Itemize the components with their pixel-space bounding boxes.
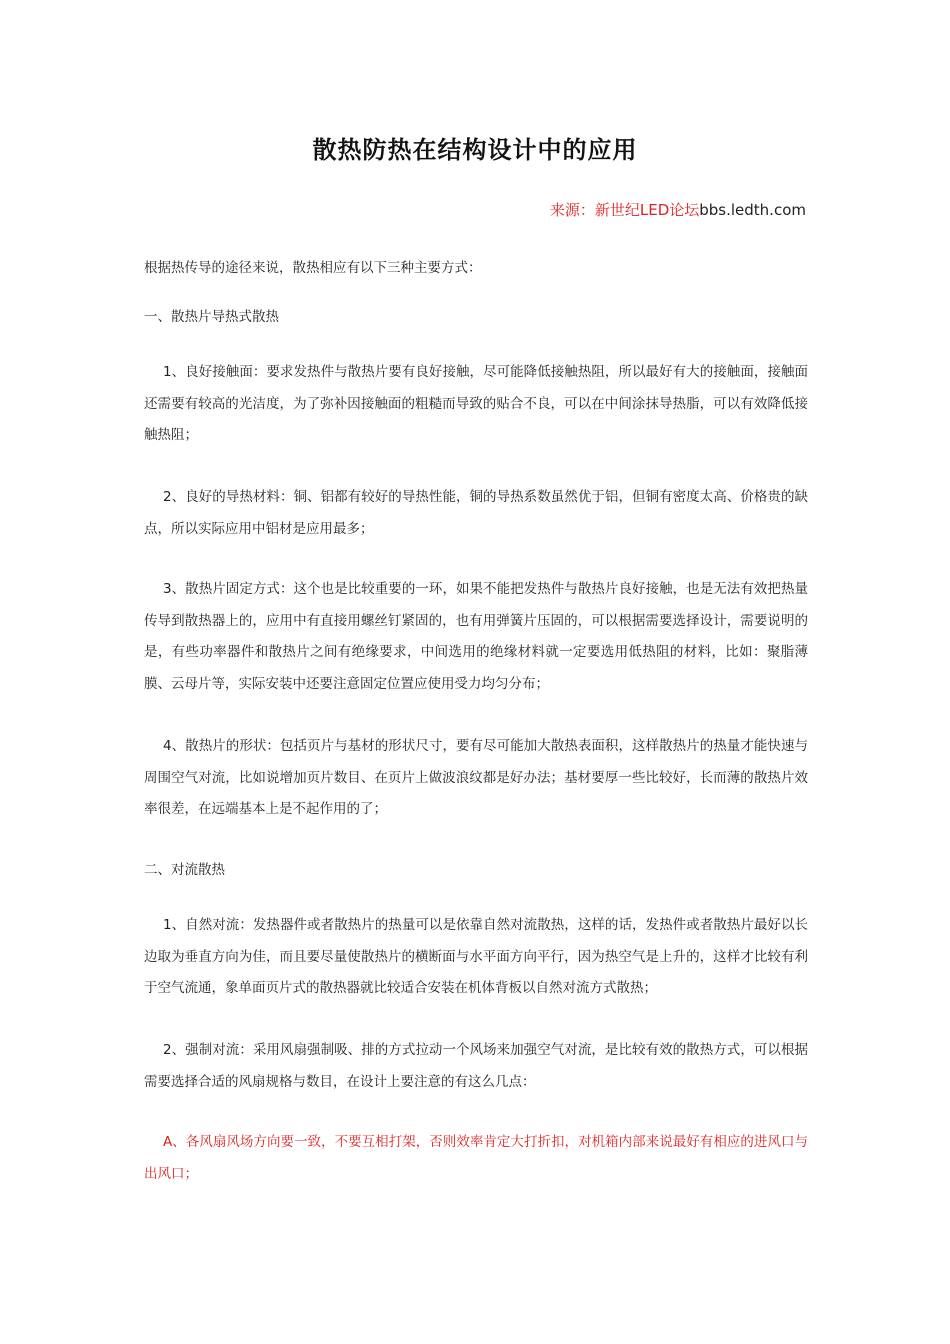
section-heading-2: 二、对流散热	[144, 862, 225, 878]
paragraph-contact-surface: 1、良好接触面：要求发热件与散热片要有良好接触，尽可能降低接触热阻，所以最好有大的接触面，接触面还需要有较高的光洁度，为了弥补因接触面的粗糙而导致的贴合不良，可以在中间涂抹导热脂，可以有效降低接触热阻；	[144, 364, 808, 443]
source-line	[550, 199, 806, 220]
intro-paragraph: 根据热传导的途径来说，散热相应有以下三种主要方式：	[144, 260, 482, 276]
paragraph-natural-convection: 1、自然对流：发热器件或者散热片的热量可以是依靠自然对流散热，这样的话，发热件或者散热片最好以长边取为垂直方向为佳，而且要尽量使散热片的横断面与水平面方向平行，因为热空气是上升的，这样才比较有利于空气流通，象单面页片式的散热器就比较适合安装在机体背板以自然对流方式散热；	[144, 917, 808, 996]
paragraph-thermal-material: 2、良好的导热材料：铜、铝都有较好的导热性能，铜的导热系数虽然优于铝，但铜有密度太高、价格贵的缺点，所以实际应用中铝材是应用最多；	[144, 489, 808, 537]
page-title: 散热防热在结构设计中的应用	[312, 136, 638, 164]
source-url: bbs.ledth.com	[699, 201, 806, 219]
paragraph-heatsink-shape: 4、散热片的形状：包括页片与基材的形状尺寸，要有尽可能加大散热表面积，这样散热片的热量才能快速与周围空气对流，比如说增加页片数目、在页片上做波浪纹都是好办法；基材要厚一些比较好，长而薄的散热片效率很差，在远端基本上是不起作用的了；	[144, 738, 808, 817]
paragraph-note-a: A、各风扇风场方向要一致，不要互相打架，否则效率肯定大打折扣，对机箱内部来说最好有相应的进风口与出风口；	[144, 1134, 808, 1182]
paragraph-fixing-method: 3、散热片固定方式：这个也是比较重要的一环，如果不能把发热件与散热片良好接触，也是无法有效把热量传导到散热器上的，应用中有直接用螺丝钉紧固的，也有用弹簧片压固的，可以根据需要选择设计，需要说明的是，有些功率器件和散热片之间有绝缘要求，中间选用的绝缘材料就一定要选用低热阻的材料，比如：聚脂薄膜、云母片等，实际安装中还要注意固定位置应使用受力均匀分布；	[144, 581, 808, 692]
source-label: 来源：新世纪LED论坛	[549, 201, 700, 219]
paragraph-forced-convection: 2、强制对流：采用风扇强制吸、排的方式拉动一个风场来加强空气对流，是比较有效的散热方式，可以根据需要选择合适的风扇规格与数目，在设计上要注意的有这么几点：	[144, 1042, 808, 1090]
section-heading-1: 一、散热片导热式散热	[144, 309, 279, 325]
